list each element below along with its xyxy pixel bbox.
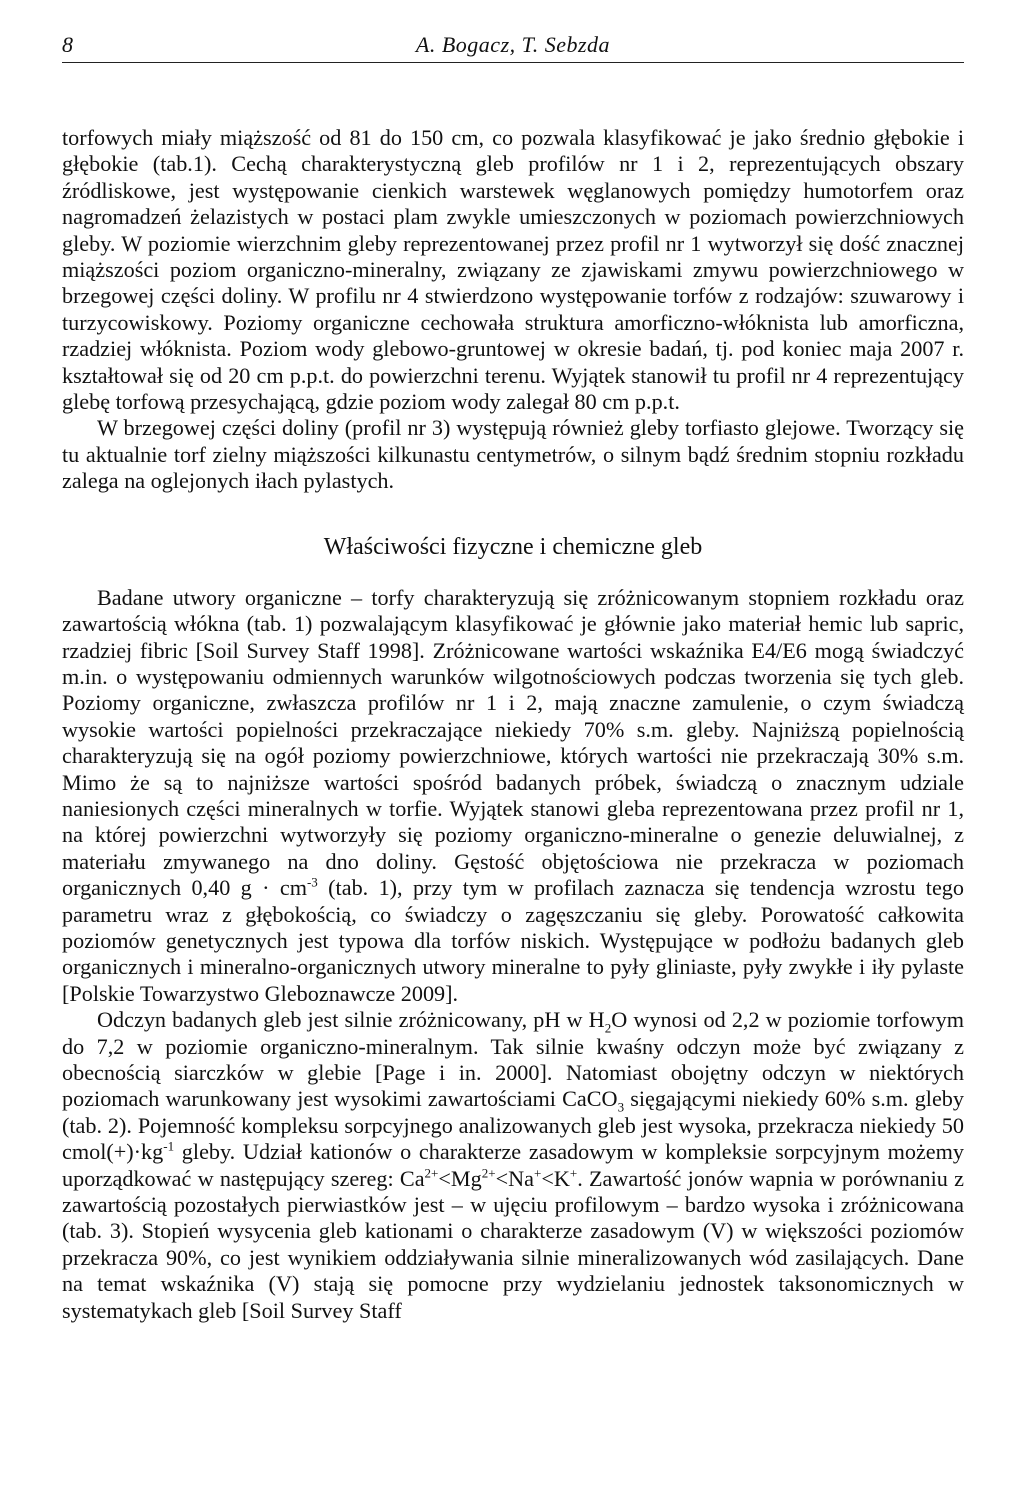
section-heading: Właściwości fizyczne i chemiczne gleb [323, 533, 703, 560]
subscript: 2 [604, 1020, 612, 1036]
running-header [62, 26, 964, 63]
superscript: 2+ [481, 1165, 496, 1181]
superscript: + [569, 1165, 578, 1181]
text-run: (tab. 1), przy tym w profilach zaznacza się tendencja wzrostu tego parametru wraz z głębokością, co świadczy o zagęszczaniu się gleby. Porowatość całkowita poziomów genetycznych jest typowa dla torfów niskich. Występujące w podłożu badanych gleb organicznych i mineralno-organicznych utwory mineralne to pyły gliniaste, pyły zwykłe i iły pylaste [Polskie Towarzystwo Gleboznawcze 2009]. [62, 875, 964, 1006]
text-run: O wynosi od 2,2 w poziomie torfowym do 7,2 w poziomie organiczno-mineralnym. Tak silnie kwaśny odczyn może być związany z obecnością siarczków w glebie [Page i in. 2000]. Natomiast obojętny odczyn w niektórych poziomach warunkowany jest wysokimi zawartościami CaCO [62, 1007, 964, 1112]
paragraph-chemical-properties [62, 1007, 964, 1324]
text-run: sięgającymi niekiedy 60% s.m. gleby (tab. 2). Pojemność kompleksu sorpcyjnego analizowanych gleb jest wysoka, przekracza niekiedy 50 cmol(+)·kg [62, 1086, 964, 1165]
running-header-authors: A. Bogacz, T. Sebzda [415, 32, 611, 57]
superscript: -3 [306, 874, 318, 890]
text-run: . Zawartość jonów wapnia w porównaniu z zawartością pozostałych pierwiastków jest – w ujęciu profilowym – bardzo wysoka i zróżnicowana (tab. 3). Stopień wysycenia gleb kationami o charakterze zasadowym (V) w większości poziomów przekracza 90%, co jest wynikiem oddziaływania silnie mineralizowanych wód zasilających. Dane na temat wskaźnika (V) stają się pomocne przy wydzielaniu jednostek taksonomicznych w systematykach gleb [Soil Survey Staff [62, 1165, 964, 1323]
text-run: gleby. Udział kationów o charakterze zasadowym w kompleksie sorpcyjnym możemy uporządkować w następujący szereg: Ca [62, 1139, 964, 1191]
paragraph-intro-continued: torfowych miały miąższość od 81 do 150 cm, co pozwala klasyfikować je jako średnio głębokie i głębokie (tab.1). Cechą charakterystyczną gleb profilów nr 1 i 2, reprezentujących obszary źródliskowe, jest występowanie cienkich warstewek węglanowych pomiędzy humotorfem oraz nagromadzeń żelazistych w postaci plam zwykle umieszczonych w poziomach powierzchniowych gleby. W poziomie wierzchnim gleby reprezentowanej przez profil nr 1 wytworzył się dość znacznej miąższości poziom organiczno-mineralny, związany ze zjawiskami zmywu powierzchniowego w brzegowej części doliny. W profilu nr 4 stwierdzono występowanie torfów z rodzajów: szuwarowy i turzycowiskowy. Poziomy organiczne cechowała struktura amorficzno-włóknista lub amorficzna, rzadziej włóknista. Poziom wody glebowo-gruntowej w okresie badań, tj. pod koniec maja 2007 r. kształtował się od 20 cm p.p.t. do powierzchni terenu. Wyjątek stanowił tu profil nr 4 reprezentujący glebę torfową przesychającą, gdzie poziom wody zalegał 80 cm p.p.t. [62, 125, 964, 415]
page-number: 8 [62, 32, 73, 57]
body-text [62, 125, 964, 1324]
superscript: 2+ [424, 1165, 439, 1181]
text-run: <Na [495, 1165, 534, 1191]
subscript: 3 [617, 1099, 625, 1115]
text-run: <Mg [438, 1165, 482, 1191]
text-run: Badane utwory organiczne – torfy charakteryzują się zróżnicowanym stopniem rozkładu oraz zawartością włókna (tab. 1) pozwalającym klasyfikować je głównie jako materiał hemic lub sapric, rzadziej fibric [Soil Survey Staff 1998]. Zróżnicowane wartości wskaźnika E4/E6 mogą świadczyć m.in. o występowaniu odmiennych warunków wilgotnościowych podczas tworzenia się tych gleb. Poziomy organiczne, zwłaszcza profilów nr 1 i 2, mają znaczne zamulenie, o czym świadczą wysokie wartości popielności przekraczające niekiedy 70% s.m. gleby. Najniższą popielnością charakteryzują się na ogół poziomy powierzchniowe, których wartości nie przekraczają 30% s.m. Mimo że są to najniższe wartości spośród badanych próbek, świadczą o znacznym udziale naniesionych części mineralnych w torfie. Wyjątek stanowi gleba reprezentowana przez profil nr 1, na której powierzchni wytworzyły się poziomy organiczno-mineralne o genezie deluwialnej, z materiału zmywanego na dno doliny. Gęstość objętościowa nie przekracza w poziomach organicznych 0,40 g · cm [62, 584, 964, 901]
paragraph-profile-3: W brzegowej części doliny (profil nr 3) występują również gleby torfiasto glejowe. Tworzący się tu aktualnie torf zielny miąższości kilkunastu centymetrów, o silnym bądź średnim stopniu rozkładu zalega na oglejonych iłach pylastych. [62, 415, 964, 494]
document-page [62, 26, 964, 1324]
paragraph-physical-properties [62, 585, 964, 1008]
text-run: <K [541, 1165, 570, 1191]
superscript: + [533, 1165, 542, 1181]
superscript: -1 [163, 1138, 175, 1154]
text-run: Odczyn badanych gleb jest silnie zróżnicowany, pH w H [97, 1007, 605, 1033]
